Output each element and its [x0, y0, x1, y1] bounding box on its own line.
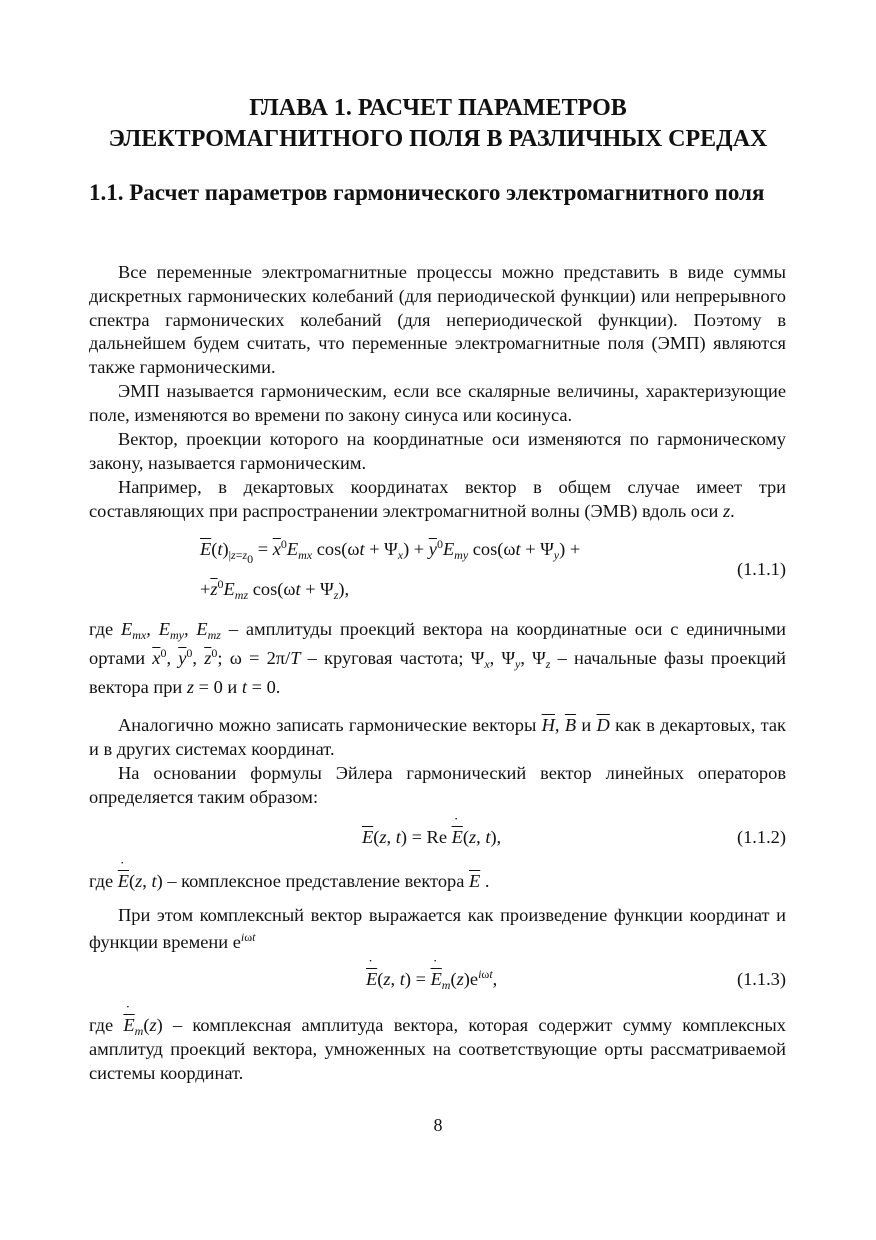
paragraph-6-b: и [581, 715, 592, 735]
paragraph-10: где ˙ $\overline{E}_m(z)$ – комплексная амплитуда вектора, которая содержит сумму комплексных амплитуд проекций вектора, умноженных на соответствующие орты рассматриваемой системы координат. [89, 1014, 786, 1085]
chapter-heading-line-1: ГЛАВА 1. РАСЧЕТ ПАРАМЕТРОВ [249, 95, 627, 121]
paragraph-8: где ˙ $\overline{E}(z$, t) – комплексное представление вектора $\overline{E}$ . [89, 870, 786, 894]
equation-1-1-3-number: (1.1.3) [736, 969, 786, 989]
paragraph-5-d: – начальные фазы проекций вектора при [89, 648, 786, 697]
paragraph-10-b: – комплексная амплитуда вектора, которая содержит сумму комплексных амплитуд проекций вектора, умноженных на соответствующие орты рассматриваемой системы координат. [89, 1015, 786, 1083]
section-heading: 1.1. Расчет параметров гармонического электромагнитного поля [89, 180, 765, 205]
paragraph-5-c: – круговая частота; [307, 648, 464, 668]
paragraph-7: На основании формулы Эйлера гармонический вектор линейных операторов определяется таким образом: [89, 763, 786, 807]
paragraph-4-text: Например, в декартовых координатах вектор в общем случае имеет три составляющих при распространении электромагнитной волны (ЭМВ) вдоль оси [89, 477, 786, 521]
math-amplitudes: $E_{mx}$, $E_{my}$, $E_{mz}$ [121, 619, 221, 642]
math-unit-vectors: $\overline{x}^0$, $\overline{y}^0$, $\overline{z}^0$; [152, 646, 223, 668]
paragraph-6-c: как в декартовых, так и в других системах координат. [89, 715, 786, 759]
paragraph-9-text: При этом комплексный вектор выражается как произведение функции координат и функции времени [89, 905, 786, 952]
paragraph-6: Аналогично можно записать гармонические векторы $\overline{H}$, $\overline{B}$ и $\overline{D}$ как в декартовых, так и в других системах координат. [89, 715, 786, 759]
paragraph-5-f: = 0. [251, 677, 281, 697]
equation-1-1-1-line-1: $\overline{E}(t)_{|z=z_0} = \overline{x}^0E_{mx}$ $\cos(\omega t + \Psi_x) + \overline{y}^0E_{my}$ $\cos(\omega t + \Psi_y)$ + [200, 537, 581, 566]
paragraph-10-a: где [89, 1015, 114, 1035]
paragraph-8-b: – комплексное представление вектора [167, 871, 465, 891]
math-phases: $\Psi_x$, $\Psi_y$, $\Psi_z$ [470, 648, 551, 671]
paragraph-4-variable: z [722, 500, 731, 521]
equation-1-1-2-number: (1.1.2) [736, 827, 786, 847]
chapter-heading-line-2: ЭЛЕКТРОМАГНИТНОГО ПОЛЯ В РАЗЛИЧНЫХ СРЕДАХ [108, 126, 768, 152]
paragraph-5-e: = 0 и [198, 677, 238, 697]
paragraph-4-end: . [730, 500, 735, 521]
chapter-heading [60, 93, 816, 155]
page-number: 8 [433, 1115, 443, 1135]
paragraph-6-a: Аналогично можно записать гармонические векторы [118, 715, 537, 735]
paragraph-5-a: где [89, 619, 114, 639]
paragraph-1: Все переменные электромагнитные процессы можно представить в виде суммы дискретных гармонических колебаний (для периодической функции) или непрерывного спектра гармонических колебаний (для непериодической функции). Поэтому в дальнейшем будем считать, что переменные электромагнитные поля (ЭМП) являются также гармоническими. [89, 262, 786, 378]
paragraph-4 [89, 476, 786, 524]
equation-1-1-2: $\overline{E}(z$, t) = Re ˙ $\overline{E}(z$, t), [362, 825, 501, 849]
paragraph-8-a: где [89, 871, 114, 891]
paragraph-9: При этом комплексный вектор выражается как произведение функции координат и функции времени $e^{i\omega t}$ [89, 905, 786, 952]
paragraph-5-b: – амплитуды проекций вектора на координатные оси с единичными ортами [89, 619, 786, 668]
paragraph-5: где $E_{mx}$, $E_{my}$, $E_{mz}$ – амплитуды проекций вектора на координатные оси с единичными ортами $\overline{x}^0$, $\overline{y}^0$, $\overline{z}^0$; ω = 2π/T – круговая частота; $\Psi_x$, $\Psi_y$, $\Psi_z$ – начальные фазы проекций вектора при z = 0 и t = 0. [89, 619, 786, 697]
paragraph-2: ЭМП называется гармоническим, если все скалярные величины, характеризующие поле, изменяются во времени по закону синуса или косинуса. [89, 381, 786, 425]
equation-1-1-1-number: (1.1.1) [736, 559, 786, 579]
equation-1-1-3: ˙ $\overline{E}(z$, t) = ˙ $\overline{E}_m(z)e^{i\omega t}$, [366, 967, 497, 991]
equation-1-1-1-line-2: $+\overline{z}^0E_{mz}$ $\cos(\omega t + \Psi_z)$, [200, 577, 350, 602]
paragraph-3: Вектор, проекции которого на координатные оси изменяются по гармоническому закону, называется гармоническим. [89, 429, 786, 473]
math-omega: ω = 2π/T [229, 648, 301, 668]
